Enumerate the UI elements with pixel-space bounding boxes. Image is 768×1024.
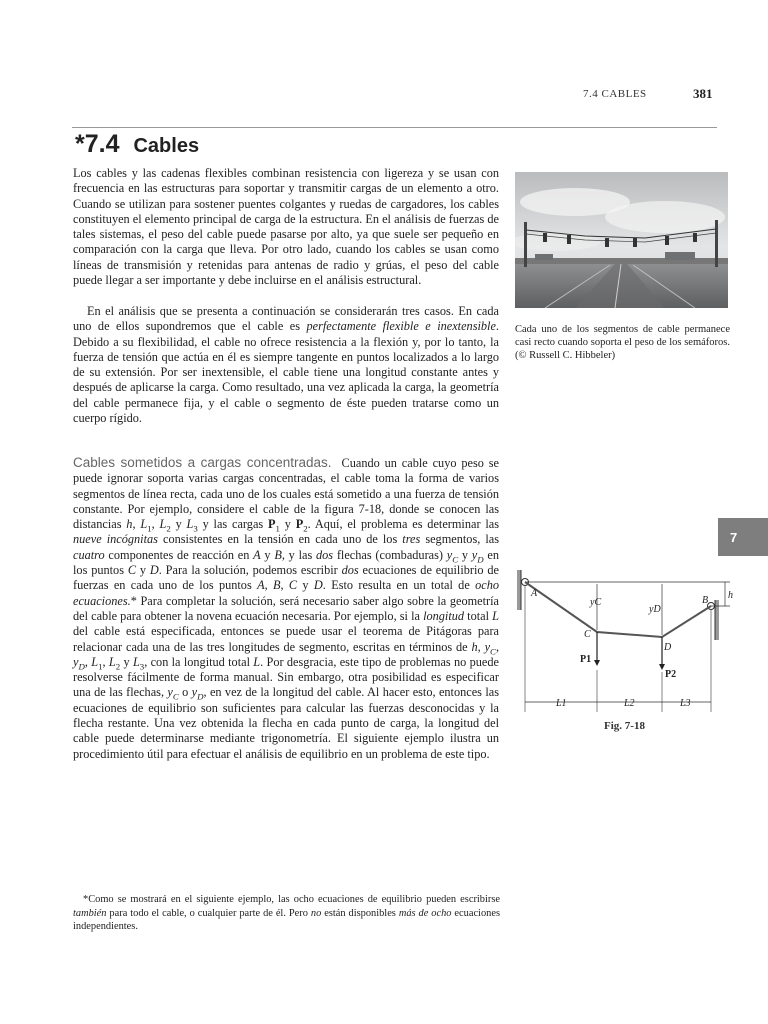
section-number: *7.4 [75,130,120,158]
photo-caption: Cada uno de los segmentos de cable permanece casi recto cuando soporta el peso de los semáforos. (© Russell C. Hibbeler) [515,324,730,361]
page-number: 381 [693,86,713,101]
left-wall-support [517,570,521,610]
subsection-heading: Cables sometidos a cargas concentradas. [73,455,332,470]
paragraph-assumptions-text: En el análisis que se presenta a continuación se considerarán tres casos. En cada uno de ellos supondremos que el cable es perfectamente flexible e inextensible. Debido a su flexibilidad, el cable no ofrece resistencia a la flexión y, por lo tanto, la fuerza de tensión que actúa en él es siempre tangente en puntos localizados a lo largo de su extensión. Por ser inextensible, el cable tiene una longitud constante antes y después de aplicarse la carga. Como resultado, una vez aplicada la carga, la geometría del cable permanece fija, y el cable o segmento de éste pueden tratarse como un cuerpo rígido. [73,304,499,426]
figure-caption: Fig. 7-18 [604,720,645,732]
load-arrow-P1 [594,660,600,666]
chapter-tab: 7 [718,518,768,556]
paragraph-intro-text: Los cables y las cadenas flexibles combinan resistencia con ligereza y se usan con frecuencia en las estructuras para soportar y transmitir cargas de un elemento a otro. Cuando se utilizan para sostener puentes colgantes y ruedas de cargadores, los cables constituyen el elemento principal de carga de la estructura. En el análisis de fuerzas de tales sistemas, el peso del cable puede pasarse por alto, ya que suele ser pequeño en comparación con la carga que lleva. Por otro lado, cuando los cables se usan como líneas de transmisión y retenidas para antenas de radio y grúas, el peso del cable puede llegar a ser importante y debe incluirse en el análisis estructural. [73,166,499,288]
header-rule [72,127,717,128]
label-L3: L3 [680,698,691,709]
footnote [73,893,500,934]
paragraph-assumptions [73,304,499,426]
cable [525,582,711,637]
paragraph-concentrated-loads [73,455,499,762]
label-L2: L2 [624,698,635,709]
label-P2: P2 [665,669,677,680]
section-heading [75,130,199,159]
figure-7-18 [512,562,744,732]
traffic-lights-photo [515,172,728,308]
section-title: Cables [133,135,200,157]
label-P1: P1 [580,654,592,665]
label-L1: L1 [556,698,567,709]
label-D: D [664,642,672,653]
label-B: B [702,595,709,606]
label-A: A [531,588,538,599]
running-header-section: 7.4 CABLES [583,88,647,100]
label-yD: yD [649,604,661,615]
paragraph-concentrated-loads-text: Cables sometidos a cargas concentradas. Cuando un cable cuyo peso se puede ignorar soporta varias cargas concentradas, el cable toma la forma de varios segmentos de línea recta, cada uno de los cuales está sometido a una fuerza de tensión constante. Por ejemplo, considere el cable de la figura 7-18, donde se conocen las distancias h, $L_1$, $L_2$ y $L_3$ y las cargas $P_1$ y $P_2$. Aquí, el problema es determinar las nueve incógnitas consistentes en la tensión en cada uno de los tres segmentos, las cuatro componentes de reacción en A y B, y las dos flechas (combaduras) $y_C$ y $y_D$ en los puntos C y D. Para la solución, podemos escribir dos ecuaciones de equilibrio de fuerzas en cada uno de los puntos A, B, C y D. Esto resulta en un total de ocho ecuaciones.* Para completar la solución, será necesario saber algo sobre la geometría del cable para obtener la novena ecuación necesaria. Por ejemplo, si la longitud total L del cable está especificada, entonces se puede usar el teorema de Pitágoras para relacionar cada una de las tres longitudes de segmento, escritas en términos de h, $y_C$, $y_D$, $L_1$, $L_2$ y $L_3$, con la longitud total L. Por desgracia, este tipo de problemas no puede resolverse fácilmente de forma manual. Sin embargo, otra posibilidad es especificar una de las flechas, $y_C$ o $y_D$, en vez de la longitud del cable. Al hacer esto, entonces las ecuaciones de equilibrio son suficientes para calcular las fuerzas desconocidas y la flecha restante. Una vez obtenida la flecha en cada punto de carga, la longitud del cable puede determinarse mediante trigonometría. El siguiente ejemplo ilustra un procedimiento útil para efectuar el análisis de equilibrio en un problema de este tipo. [73,455,500,761]
label-h: h [728,590,733,601]
paragraph-intro [73,166,499,288]
cable-diagram [512,562,744,732]
footnote-text: *Como se mostrará en el siguiente ejemplo, las ocho ecuaciones de equilibrio pueden escribirse también para todo el cable, o cualquier parte de él. Pero no están disponibles más de ocho ecuaciones independientes. [73,894,500,932]
traffic-lights-photo-image [515,172,728,308]
label-yC: yC [590,597,602,608]
label-C: C [584,629,591,640]
